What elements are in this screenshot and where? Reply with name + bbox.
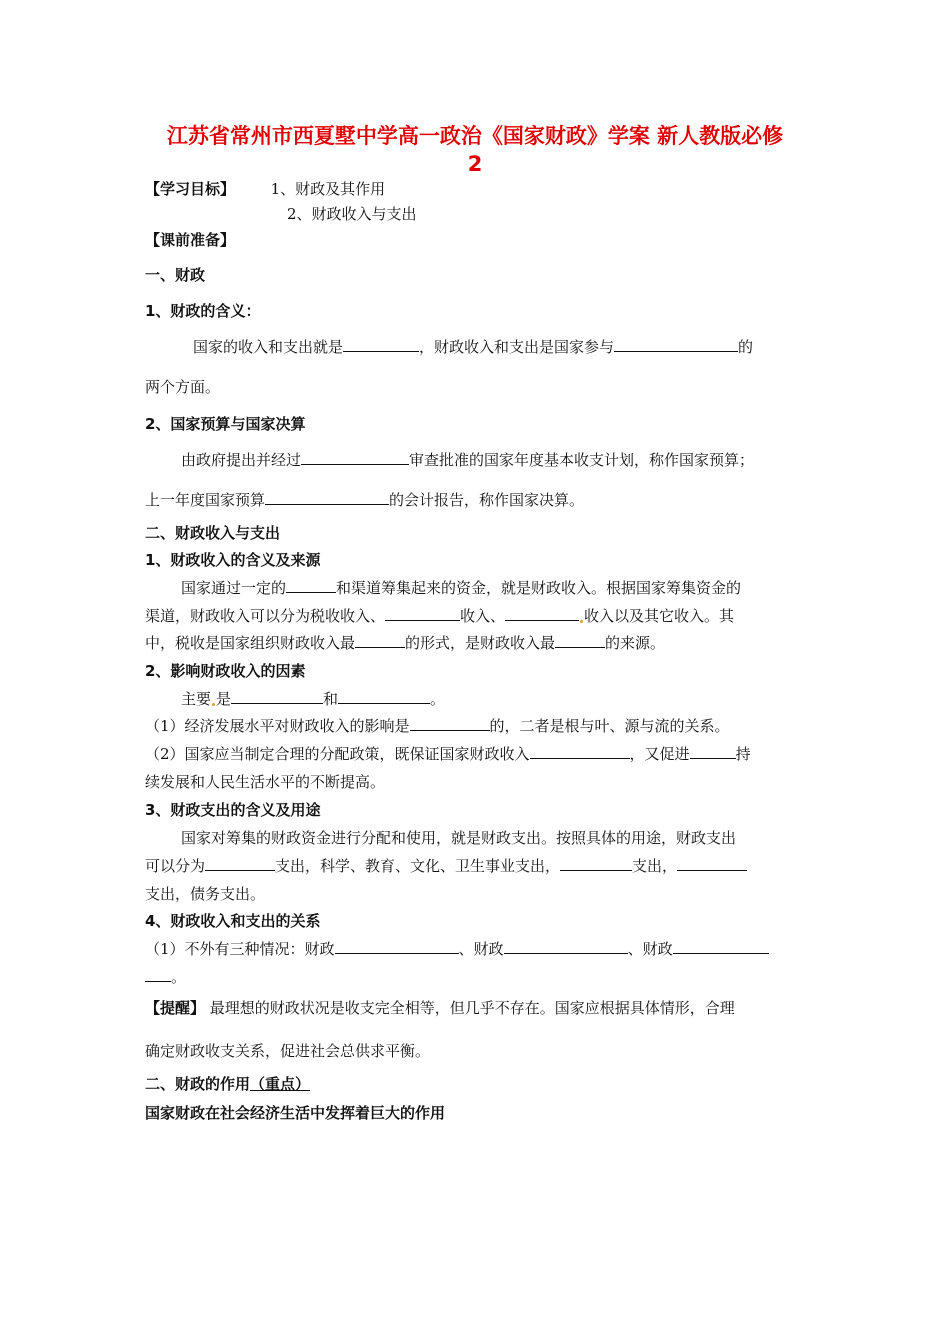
text: 收入以及其它收入。其 <box>584 607 735 625</box>
paragraph-revenue-3 <box>145 632 665 653</box>
text: 由政府提出并经过 <box>181 451 302 469</box>
text: 二、财政的作用 <box>145 1075 251 1093</box>
fill-blank[interactable] <box>690 745 736 759</box>
tip-paragraph <box>145 997 735 1018</box>
paragraph-revenue-1 <box>181 577 741 598</box>
subheading-revenue-factors: 2、影响财政收入的因素 <box>145 662 306 680</box>
fill-blank[interactable] <box>301 451 409 465</box>
text: 可以分为 <box>145 857 206 875</box>
fill-blank[interactable] <box>410 717 490 731</box>
fill-blank[interactable] <box>145 968 171 982</box>
fill-blank[interactable] <box>385 607 460 621</box>
fill-blank[interactable] <box>673 940 769 954</box>
text: 和渠道筹集起来的资金，就是财政收入。根据国家筹集资金的 <box>336 579 742 597</box>
fill-blank[interactable] <box>231 690 323 704</box>
text: 、财政 <box>458 940 504 958</box>
text: 主要 <box>181 690 212 708</box>
text: 。 <box>430 690 446 708</box>
learning-goals <box>145 178 385 199</box>
text: 和 <box>323 690 339 708</box>
fill-blank[interactable] <box>560 857 632 871</box>
tip-label: 【提醒】 <box>145 999 206 1017</box>
text: 的，二者是根与叶、源与流的关系。 <box>489 717 730 735</box>
text: ，财政收入和支出是国家参与 <box>419 338 615 356</box>
text: 国家的收入和支出就是 <box>193 338 344 356</box>
text: 、财政 <box>627 940 673 958</box>
text: （1）经济发展水平对财政收入的影响是 <box>145 717 410 735</box>
text: 的会计报告，称作国家决算。 <box>389 491 585 509</box>
text: （1）不外有三种情况：财政 <box>145 940 335 958</box>
fill-blank[interactable] <box>614 338 738 352</box>
subheading-expenditure: 3、财政支出的含义及用途 <box>145 801 321 819</box>
text: 最理想的财政状况是收支完全相等，但几乎不存在。国家应根据具体情形，合理 <box>205 999 735 1017</box>
text: 的来源。 <box>605 634 666 652</box>
text: 审查批准的国家年度基本收支计划，称作国家预算； <box>409 451 755 469</box>
subheading-relationship: 4、财政收入和支出的关系 <box>145 912 321 930</box>
learning-goal-2: 2、财政收入与支出 <box>287 205 417 223</box>
marker-dot <box>580 620 583 623</box>
fill-blank[interactable] <box>205 857 275 871</box>
section-heading-2: 二、财政收入与支出 <box>145 524 281 542</box>
text: 。 <box>171 968 187 986</box>
paragraph-revenue-2 <box>145 605 734 626</box>
text: 的 <box>738 338 754 356</box>
paragraph-factors-2 <box>145 743 751 764</box>
paragraph-factors-main <box>181 688 445 709</box>
prep-label: 【课前准备】 <box>145 231 236 249</box>
paragraph-expenditure-2 <box>145 855 747 876</box>
text: ，又促进 <box>629 745 690 763</box>
learning-goal-1: 1、财政及其作用 <box>270 180 386 198</box>
fill-blank[interactable] <box>355 634 405 648</box>
text: 收入、 <box>460 607 506 625</box>
paragraph-factors-2-cont: 续发展和人民生活水平的不断提高。 <box>145 773 386 791</box>
subheading-budget: 2、国家预算与国家决算 <box>145 415 306 433</box>
document-title-line2: 2 <box>467 152 483 176</box>
fill-blank[interactable] <box>265 491 389 505</box>
paragraph-budget <box>181 449 754 470</box>
learning-goals-label: 【学习目标】 <box>145 180 236 198</box>
tip-paragraph-cont: 确定财政收支关系，促进社会总供求平衡。 <box>145 1042 431 1060</box>
text: 支出，科学、教育、文化、卫生事业支出， <box>275 857 561 875</box>
fill-blank[interactable] <box>530 745 630 759</box>
paragraph-expenditure-3: 支出，债务支出。 <box>145 885 266 903</box>
text: 中，税收是国家组织财政收入最 <box>145 634 356 652</box>
paragraph-relationship <box>145 938 769 959</box>
fill-blank[interactable] <box>505 607 579 621</box>
fill-blank[interactable] <box>286 579 336 593</box>
paragraph-finance-meaning <box>193 336 753 357</box>
paragraph-factors-1 <box>145 715 730 736</box>
text: 的形式，是财政收入最 <box>405 634 556 652</box>
fill-blank[interactable] <box>338 690 430 704</box>
text: 是 <box>216 690 232 708</box>
text: （2）国家应当制定合理的分配政策，既保证国家财政收入 <box>145 745 530 763</box>
subheading-finance-meaning: 1、财政的含义： <box>145 302 261 320</box>
paragraph-relationship-cont <box>145 966 186 987</box>
paragraph-expenditure-1: 国家对筹集的财政资金进行分配和使用，就是财政支出。按照具体的用途，财政支出 <box>181 829 737 847</box>
subheading-role: 国家财政在社会经济生活中发挥着巨大的作用 <box>145 1104 446 1122</box>
text: 国家通过一定的 <box>181 579 287 597</box>
paragraph-finance-meaning-cont: 两个方面。 <box>145 378 221 396</box>
subheading-revenue: 1、财政收入的含义及来源 <box>145 551 321 569</box>
fill-blank[interactable] <box>677 857 747 871</box>
fill-blank[interactable] <box>343 338 419 352</box>
document-title-line1: 江苏省常州市西夏墅中学高一政治《国家财政》学案 新人教版必修 <box>166 124 784 148</box>
section-heading-3 <box>145 1073 310 1094</box>
fill-blank[interactable] <box>504 940 628 954</box>
section-heading-1: 一、财政 <box>145 266 206 284</box>
fill-blank[interactable] <box>335 940 459 954</box>
text: 渠道，财政收入可以分为税收收入、 <box>145 607 386 625</box>
text: 支出， <box>632 857 678 875</box>
fill-blank[interactable] <box>555 634 605 648</box>
marker-dot <box>212 703 215 706</box>
text: 持 <box>735 745 751 763</box>
text: 上一年度国家预算 <box>145 491 266 509</box>
paragraph-final-accounts <box>145 489 584 510</box>
key-point-tag: （重点） <box>250 1075 311 1093</box>
